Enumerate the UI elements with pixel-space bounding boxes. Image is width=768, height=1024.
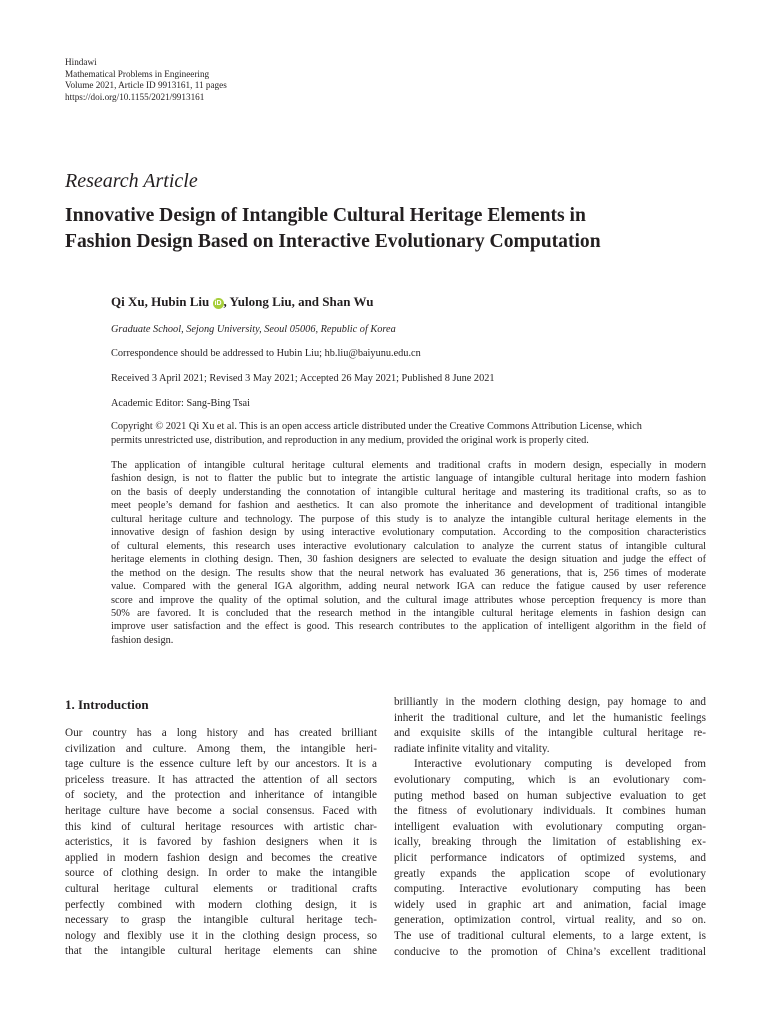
body-line: tage culture is the essence culture left by our ancestors. It is a: [65, 758, 377, 771]
authors-part-1: Qi Xu, Hubin Liu: [111, 294, 210, 309]
journal-masthead: [65, 57, 227, 103]
body-line: puting method based on human subjective evaluation to get: [394, 789, 706, 802]
section-heading-introduction: 1. Introduction: [65, 697, 149, 712]
article-type: Research Article: [65, 170, 198, 192]
abstract-line: the method on the design. The results show that the neural network has evaluated 36 generations, that is, 256 times of moderate: [111, 567, 706, 579]
paper-title: [65, 203, 725, 255]
body-column-left: [65, 726, 377, 960]
body-line: perfectly combined with modern clothing design, it is: [65, 898, 377, 911]
body-line: and exquisite skills of the intangible cultural heritage re-: [394, 727, 706, 740]
journal-name: Mathematical Problems in Engineering: [65, 68, 210, 79]
title-line: Innovative Design of Intangible Cultural Heritage Elements in: [65, 205, 586, 226]
abstract-line: innovative design of fashion design by using interactive evolutionary computation. According to the composition characteristics: [111, 527, 706, 539]
author-list: [111, 294, 374, 310]
body-line: brilliantly in the modern clothing design, pay homage to and: [394, 696, 706, 708]
body-line: ically, breaking through the limitation of establishing ex-: [394, 836, 706, 849]
correspondence: Correspondence should be addressed to Hubin Liu; hb.liu@baiyunu.edu.cn: [111, 348, 421, 359]
abstract-line: score and improve the quality of the optimal solution, and the cultural image attributes whose perception frequency is more than: [111, 594, 706, 606]
body-line: radiate infinite vitality and vitality.: [394, 742, 550, 755]
body-line: greatly expands the application scope of evolutionary: [394, 867, 706, 880]
body-line: widely used in graphic art and animation, facial image: [394, 898, 706, 911]
abstract-line: fashion design.: [111, 634, 174, 646]
body-line: source of clothing design. In order to make the intangible: [65, 867, 377, 880]
body-column-right: [394, 695, 706, 960]
body-line: Interactive evolutionary computing is developed from: [414, 758, 706, 771]
abstract-line: value. Compared with the general IGA algorithm, adding neural network IGA can reduce the fatigue caused by user reference: [111, 581, 706, 593]
body-line: acteristics, it is favored by fashion designers when it is: [65, 836, 377, 849]
abstract-line: of cultural elements, this research uses interactive evolutionary calculation to analyze the current status of intangible cultural: [111, 540, 706, 552]
affiliation: Graduate School, Sejong University, Seoul 05006, Republic of Korea: [111, 324, 396, 335]
abstract-line: fashion design, is not to flatter the public but to integrate the artistic language of intangible cultural heritage into modern fashion: [111, 473, 706, 485]
abstract-line: heritage elements in clothing design. Then, 30 fashion designers are selected to evaluate the design situation and judge the effect of: [111, 554, 706, 566]
doi-link[interactable]: https://doi.org/10.1155/2021/9913161: [65, 91, 205, 102]
body-line: necessary to grasp the intangible cultural heritage tech-: [65, 914, 377, 927]
body-line: plicit performance indicators of optimized systems, and: [394, 851, 706, 864]
abstract: [111, 459, 706, 647]
body-line: civilization and culture. Among them, the intangible heri-: [65, 742, 377, 755]
body-line: conducive to the promotion of China’s excellent traditional: [394, 945, 706, 958]
body-line: inherit the traditional culture, and let the humanistic feelings: [394, 711, 706, 724]
body-line: heritage culture have become a social consensus. Faced with: [65, 804, 377, 817]
abstract-line: 50% are favored. It is concluded that the research method in the intangible cultural heritage elements in fashion design can: [111, 607, 706, 619]
publication-dates: Received 3 April 2021; Revised 3 May 2021; Accepted 26 May 2021; Published 8 June 2021: [111, 373, 495, 384]
body-line: evolutionary computing, which is an evolutionary com-: [394, 773, 706, 786]
body-line: applied in modern fashion design and becomes the creative: [65, 851, 377, 864]
abstract-line: on the basis of deeply understanding the connotation of intangible cultural heritage and mastering its traditional crafts, so as to: [111, 486, 706, 498]
volume-info: Volume 2021, Article ID 9913161, 11 pages: [65, 80, 227, 91]
copyright-line: permits unrestricted use, distribution, and reproduction in any medium, provided the original work is properly cited.: [111, 434, 589, 446]
orcid-icon[interactable]: iD: [214, 300, 222, 307]
abstract-line: meet people’s demand for fashion and aesthetics. It can also promote the inheritance and development of traditional intangible: [111, 500, 706, 512]
body-line: generation, optimization control, virtual reality, and so on.: [394, 914, 706, 927]
copyright-line: Copyright © 2021 Qi Xu et al. This is an open access article distributed under the Creative Commons Attribution License, which: [111, 421, 642, 432]
abstract-line: The application of intangible cultural heritage cultural elements and traditional crafts in modern design, especially in modern: [111, 460, 706, 471]
body-line: cultural heritage cultural elements or traditional crafts: [65, 882, 377, 895]
publisher-name: Hindawi: [65, 57, 97, 67]
body-line: computing. Interactive evolutionary computing has been: [394, 883, 706, 896]
body-line: the fitness of evolutionary individuals. It combines human: [394, 805, 706, 818]
body-line: nology and flexibly use it in the clothing design process, so: [65, 929, 377, 942]
authors-part-2: , Yulong Liu, and Shan Wu: [223, 294, 374, 309]
title-line: Fashion Design Based on Interactive Evolutionary Computation: [65, 231, 601, 252]
abstract-line: cultural heritage culture and technology. The purpose of this study is to analyze the intangible cultural heritage elements in the: [111, 513, 706, 525]
copyright-notice: [111, 420, 706, 447]
body-line: priceless treasure. It has attracted the attention of all sectors: [65, 773, 377, 786]
abstract-line: improve user satisfaction and the effect is good. This research contributes to the application of intelligent algorithm in the field of: [111, 621, 706, 633]
body-line: The use of traditional cultural elements, to a large extent, is: [394, 929, 706, 942]
body-line: intelligent evaluation with evolutionary computing organ-: [394, 820, 706, 833]
academic-editor: Academic Editor: Sang-Bing Tsai: [111, 398, 250, 409]
body-line: Our country has a long history and has created brilliant: [65, 727, 377, 739]
body-line: that the intangible cultural heritage elements can shine: [65, 945, 377, 958]
body-line: this kind of cultural heritage resources with artistic char-: [65, 820, 377, 833]
body-line: of society, and the protection and inheritance of intangible: [65, 789, 377, 802]
